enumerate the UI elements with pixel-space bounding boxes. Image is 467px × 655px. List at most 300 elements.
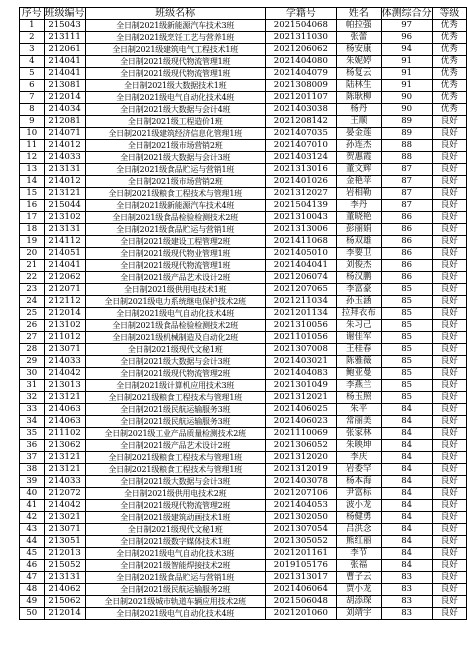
table-row — [20, 176, 467, 188]
score-cell: 86 — [381, 212, 432, 224]
index-cell: 31 — [20, 380, 45, 392]
index-cell: 1 — [20, 20, 45, 32]
name-cell: 李庆 — [336, 452, 381, 464]
student-id-cell: 2021406064 — [265, 584, 336, 596]
table-row — [20, 500, 467, 512]
grade-cell: 良好 — [432, 488, 466, 500]
grade-cell: 良好 — [432, 296, 466, 308]
index-cell: 21 — [20, 260, 45, 272]
name-cell: 尹富标 — [336, 488, 381, 500]
index-cell: 5 — [20, 68, 45, 80]
index-cell: 14 — [20, 176, 45, 188]
grade-cell: 优秀 — [432, 104, 466, 116]
grade-cell: 良好 — [432, 308, 466, 320]
student-id-cell: 2021308009 — [265, 80, 336, 92]
grade-cell: 良好 — [432, 512, 466, 524]
index-cell: 27 — [20, 332, 45, 344]
student-id-cell: 2021313017 — [265, 572, 336, 584]
name-cell: 李要卫 — [336, 248, 381, 260]
grade-cell: 良好 — [432, 236, 466, 248]
grade-cell: 良好 — [432, 260, 466, 272]
class-code-cell: 214012 — [44, 176, 85, 188]
name-cell: 王桂春 — [336, 344, 381, 356]
score-cell: 83 — [381, 596, 432, 608]
name-cell: 杨复云 — [336, 68, 381, 80]
header-class-code: 班级编号 — [44, 8, 85, 19]
table-row — [20, 404, 467, 416]
class-code-cell: 212014 — [44, 308, 85, 320]
name-cell: 彭丽娟 — [336, 224, 381, 236]
score-cell: 85 — [381, 392, 432, 404]
table-row — [20, 524, 467, 536]
name-cell: 孙玉涵 — [336, 296, 381, 308]
score-cell: 86 — [381, 272, 432, 284]
index-cell: 17 — [20, 212, 45, 224]
grade-cell: 优秀 — [432, 68, 466, 80]
index-cell: 4 — [20, 56, 45, 68]
index-cell: 25 — [20, 308, 45, 320]
table-row — [20, 140, 467, 152]
name-cell: 朱映坤 — [336, 440, 381, 452]
student-id-cell: 2021312020 — [265, 452, 336, 464]
grade-cell: 良好 — [432, 548, 466, 560]
student-id-cell: 2021201107 — [265, 92, 336, 104]
table-row — [20, 584, 467, 596]
student-id-cell: 2021207065 — [265, 284, 336, 296]
student-id-cell: 2021312027 — [265, 188, 336, 200]
class-name-cell: 全日制2021级电气自动化技术4班 — [85, 608, 265, 620]
class-name-cell: 全日制2021级电气自动化技术3班 — [85, 548, 265, 560]
grade-cell: 良好 — [432, 284, 466, 296]
class-code-cell: 212013 — [44, 548, 85, 560]
header-name: 姓名 — [336, 8, 381, 20]
class-name-cell: 全日制2021级市场营销2班 — [85, 140, 265, 152]
grade-cell: 良好 — [432, 596, 466, 608]
index-cell: 19 — [20, 236, 45, 248]
index-cell: 38 — [20, 464, 45, 476]
class-code-cell: 214062 — [44, 584, 85, 596]
grade-cell: 良好 — [432, 188, 466, 200]
class-code-cell: 214042 — [44, 368, 85, 380]
class-name-cell: 全日制2021级产品艺术设计2班 — [85, 440, 265, 452]
student-id-cell: 2021504139 — [265, 200, 336, 212]
name-cell: 李富豪 — [336, 284, 381, 296]
student-id-cell: 2021411068 — [265, 236, 336, 248]
table-row — [20, 440, 467, 452]
grade-cell: 良好 — [432, 500, 466, 512]
score-cell: 84 — [381, 560, 432, 572]
score-cell: 88 — [381, 140, 432, 152]
header-row — [20, 8, 467, 20]
index-cell: 46 — [20, 560, 45, 572]
score-cell: 88 — [381, 152, 432, 164]
class-name-cell: 全日制2021级食品贮运与营销1班 — [85, 164, 265, 176]
name-cell: 拉拜衣布 — [336, 308, 381, 320]
table-row — [20, 128, 467, 140]
grade-cell: 良好 — [432, 368, 466, 380]
class-name-cell: 全日制2021级食品检验检测技术2班 — [85, 212, 265, 224]
header-grade: 等级 — [432, 8, 466, 20]
student-id-cell: 2021404080 — [265, 56, 336, 68]
grade-cell: 良好 — [432, 212, 466, 224]
class-code-cell: 213131 — [44, 572, 85, 584]
score-cell: 96 — [381, 32, 432, 44]
index-cell: 49 — [20, 596, 45, 608]
score-cell: 84 — [381, 452, 432, 464]
index-cell: 41 — [20, 500, 45, 512]
table-row — [20, 392, 467, 404]
score-cell: 85 — [381, 344, 432, 356]
class-name-cell: 全日制2021级民航运输服务2班 — [85, 584, 265, 596]
name-cell: 刘俊杰 — [336, 260, 381, 272]
score-cell: 86 — [381, 224, 432, 236]
grade-cell: 良好 — [432, 320, 466, 332]
class-name-cell: 全日制2021级数字媒体技术1班 — [85, 536, 265, 548]
table-row — [20, 596, 467, 608]
student-id-cell: 2021101056 — [265, 332, 336, 344]
student-id-cell: 2021404053 — [265, 500, 336, 512]
class-code-cell: 212062 — [44, 272, 85, 284]
score-cell: 83 — [381, 572, 432, 584]
student-id-cell: 2021207106 — [265, 488, 336, 500]
table-row — [20, 80, 467, 92]
table-row — [20, 320, 467, 332]
class-code-cell: 213121 — [44, 188, 85, 200]
grade-cell: 良好 — [432, 176, 466, 188]
class-code-cell: 213013 — [44, 380, 85, 392]
score-cell: 97 — [381, 20, 432, 32]
index-cell: 32 — [20, 392, 45, 404]
class-name-cell: 全日制2021级计算机应用技术3班 — [85, 380, 265, 392]
table-row — [20, 308, 467, 320]
grade-cell: 优秀 — [432, 20, 466, 32]
index-cell: 45 — [20, 548, 45, 560]
class-code-cell: 214041 — [44, 56, 85, 68]
index-cell: 18 — [20, 224, 45, 236]
index-cell: 44 — [20, 536, 45, 548]
score-cell: 86 — [381, 248, 432, 260]
class-name-cell: 全日制2021级新能源汽车技术4班 — [85, 200, 265, 212]
grade-cell: 良好 — [432, 440, 466, 452]
name-cell: 杨丹 — [336, 104, 381, 116]
grade-cell: 良好 — [432, 452, 466, 464]
student-id-cell: 2021504068 — [265, 20, 336, 32]
grade-cell: 优秀 — [432, 80, 466, 92]
class-code-cell: 212081 — [44, 116, 85, 128]
index-cell: 35 — [20, 428, 45, 440]
index-cell: 23 — [20, 284, 45, 296]
student-id-cell: 2021312021 — [265, 392, 336, 404]
index-cell: 26 — [20, 320, 45, 332]
table-row — [20, 44, 467, 56]
index-cell: 10 — [20, 128, 45, 140]
table-row — [20, 464, 467, 476]
index-cell: 9 — [20, 116, 45, 128]
name-cell: 贾小龙 — [336, 584, 381, 596]
grade-cell: 良好 — [432, 356, 466, 368]
grade-cell: 良好 — [432, 128, 466, 140]
name-cell: 刘靖宇 — [336, 608, 381, 620]
index-cell: 36 — [20, 440, 45, 452]
grade-cell: 良好 — [432, 572, 466, 584]
index-cell: 30 — [20, 368, 45, 380]
class-name-cell: 全日制2021级食品检验检测技术2班 — [85, 320, 265, 332]
table-row — [20, 416, 467, 428]
class-code-cell: 213121 — [44, 392, 85, 404]
table-row — [20, 332, 467, 344]
index-cell: 13 — [20, 164, 45, 176]
index-cell: 33 — [20, 404, 45, 416]
student-id-cell: 2021407035 — [265, 128, 336, 140]
index-cell: 24 — [20, 296, 45, 308]
class-name-cell: 全日制2021级现代物业管理1班 — [85, 248, 265, 260]
student-id-cell: 2021201161 — [265, 548, 336, 560]
name-cell: 谢佳军 — [336, 332, 381, 344]
table-row — [20, 212, 467, 224]
score-table — [19, 7, 467, 620]
score-cell: 85 — [381, 380, 432, 392]
grade-cell: 良好 — [432, 608, 466, 620]
student-id-cell: 2021211034 — [265, 296, 336, 308]
student-id-cell: 2021206074 — [265, 272, 336, 284]
class-name-cell: 全日制2021级现代文秘1班 — [85, 524, 265, 536]
student-id-cell: 2019105176 — [265, 560, 336, 572]
name-cell: 鲍亚曼 — [336, 368, 381, 380]
table-row — [20, 608, 467, 620]
student-id-cell: 2021403038 — [265, 104, 336, 116]
name-cell: 常丽美 — [336, 416, 381, 428]
score-cell: 84 — [381, 440, 432, 452]
grade-cell: 良好 — [432, 380, 466, 392]
student-id-cell: 2021307008 — [265, 344, 336, 356]
class-name-cell: 全日制2021级建筑电气工程技术1班 — [85, 44, 265, 56]
class-name-cell: 全日制2021级大数据与会计4班 — [85, 104, 265, 116]
class-code-cell: 212061 — [44, 44, 85, 56]
class-name-cell: 全日制2021级大数据技术1班 — [85, 80, 265, 92]
name-cell: 孙连杰 — [336, 140, 381, 152]
grade-cell: 良好 — [432, 584, 466, 596]
score-cell: 84 — [381, 464, 432, 476]
table-row — [20, 548, 467, 560]
table-row — [20, 356, 467, 368]
grade-cell: 良好 — [432, 248, 466, 260]
score-cell: 91 — [381, 68, 432, 80]
class-code-cell: 212112 — [44, 296, 85, 308]
class-code-cell: 214063 — [44, 404, 85, 416]
header-class-name: 班级名称 — [85, 8, 265, 20]
class-name-cell: 全日制2021级现代物流管理1班 — [85, 68, 265, 80]
table-row — [20, 380, 467, 392]
grade-cell: 良好 — [432, 152, 466, 164]
class-name-cell: 全日制2021级电气自动化技术4班 — [85, 92, 265, 104]
grade-cell: 良好 — [432, 200, 466, 212]
student-id-cell: 2021407010 — [265, 140, 336, 152]
name-cell: 杨双雄 — [336, 236, 381, 248]
class-name-cell: 全日制2021级新能源汽车技术3班 — [85, 20, 265, 32]
student-id-cell: 2021201060 — [265, 608, 336, 620]
grade-cell: 良好 — [432, 560, 466, 572]
class-name-cell: 全日制2021级粮食工程技术与管理1班 — [85, 452, 265, 464]
class-name-cell: 全日制2021级食品贮运与营销1班 — [85, 224, 265, 236]
class-code-cell: 212014 — [44, 608, 85, 620]
class-name-cell: 全日制2021级现代文秘1班 — [85, 344, 265, 356]
class-code-cell: 213051 — [44, 536, 85, 548]
student-id-cell: 2021110069 — [265, 428, 336, 440]
student-id-cell: 2021403078 — [265, 476, 336, 488]
class-code-cell: 215044 — [44, 200, 85, 212]
table-row — [20, 452, 467, 464]
student-id-cell: 2021406023 — [265, 416, 336, 428]
student-id-cell: 2021404041 — [265, 260, 336, 272]
table-row — [20, 236, 467, 248]
name-cell: 朱妮婷 — [336, 56, 381, 68]
score-cell: 85 — [381, 320, 432, 332]
score-cell: 85 — [381, 332, 432, 344]
score-cell: 85 — [381, 308, 432, 320]
class-name-cell: 全日制2021级工程造价1班 — [85, 116, 265, 128]
grade-cell: 良好 — [432, 272, 466, 284]
name-cell: 金艳苹 — [336, 176, 381, 188]
class-name-cell: 全日制2021级建筑经济信息化管理1班 — [85, 128, 265, 140]
score-cell: 85 — [381, 296, 432, 308]
class-code-cell: 214112 — [44, 236, 85, 248]
score-cell: 86 — [381, 260, 432, 272]
name-cell: 李节 — [336, 548, 381, 560]
class-name-cell: 全日制2021级智能焊接技术2班 — [85, 560, 265, 572]
header-student-id: 学籍号 — [265, 8, 336, 20]
table-row — [20, 272, 467, 284]
class-code-cell: 212072 — [44, 488, 85, 500]
class-code-cell: 213111 — [44, 32, 85, 44]
class-code-cell: 213062 — [44, 440, 85, 452]
name-cell: 岩相勒 — [336, 188, 381, 200]
class-code-cell: 213131 — [44, 224, 85, 236]
class-code-cell: 214033 — [44, 356, 85, 368]
index-cell: 11 — [20, 140, 45, 152]
student-id-cell: 2021306052 — [265, 440, 336, 452]
class-name-cell: 全日制2021级城市轨道车辆应用技术2班 — [85, 596, 265, 608]
index-cell: 29 — [20, 356, 45, 368]
class-code-cell: 213102 — [44, 212, 85, 224]
score-cell: 90 — [381, 92, 432, 104]
class-code-cell: 214063 — [44, 416, 85, 428]
student-id-cell: 2021305052 — [265, 536, 336, 548]
table-row — [20, 152, 467, 164]
class-name-cell: 全日制2021级食品贮运与营销1班 — [85, 572, 265, 584]
score-cell: 84 — [381, 404, 432, 416]
class-code-cell: 214041 — [44, 68, 85, 80]
student-id-cell: 2021206062 — [265, 44, 336, 56]
student-id-cell: 2021310043 — [265, 212, 336, 224]
class-code-cell: 211102 — [44, 428, 85, 440]
score-cell: 85 — [381, 356, 432, 368]
table-row — [20, 224, 467, 236]
class-code-cell: 215043 — [44, 20, 85, 32]
class-name-cell: 全日制2021级粮食工程技术与管理1班 — [85, 188, 265, 200]
table-row — [20, 572, 467, 584]
class-name-cell: 全日制2021级大数据与会计3班 — [85, 356, 265, 368]
score-cell: 83 — [381, 584, 432, 596]
student-id-cell: 2021310056 — [265, 320, 336, 332]
class-name-cell: 全日制2021级民航运输服务3班 — [85, 416, 265, 428]
index-cell: 47 — [20, 572, 45, 584]
class-name-cell: 全日制2021级机械制造及自动化2班 — [85, 332, 265, 344]
name-cell: 朱习己 — [336, 320, 381, 332]
name-cell: 张福 — [336, 560, 381, 572]
class-name-cell: 全日制2021级供用电技术1班 — [85, 284, 265, 296]
student-id-cell: 2021313016 — [265, 164, 336, 176]
score-cell: 90 — [381, 104, 432, 116]
student-id-cell: 2021311030 — [265, 32, 336, 44]
table-row — [20, 104, 467, 116]
grade-cell: 良好 — [432, 332, 466, 344]
student-id-cell: 2021403021 — [265, 356, 336, 368]
name-cell: 曹子云 — [336, 572, 381, 584]
name-cell: 朱平 — [336, 404, 381, 416]
index-cell: 12 — [20, 152, 45, 164]
class-name-cell: 全日制2021级建筑动画技术1班 — [85, 512, 265, 524]
grade-cell: 良好 — [432, 476, 466, 488]
student-id-cell: 2021201134 — [265, 308, 336, 320]
class-name-cell: 全日制2021级供用电技术2班 — [85, 488, 265, 500]
class-code-cell: 214041 — [44, 260, 85, 272]
student-id-cell: 2021506048 — [265, 596, 336, 608]
index-cell: 28 — [20, 344, 45, 356]
index-cell: 15 — [20, 188, 45, 200]
name-cell: 李丹 — [336, 200, 381, 212]
class-code-cell: 213021 — [44, 512, 85, 524]
student-id-cell: 2021403124 — [265, 152, 336, 164]
table-row — [20, 32, 467, 44]
class-code-cell: 213121 — [44, 452, 85, 464]
score-cell: 84 — [381, 524, 432, 536]
grade-cell: 良好 — [432, 116, 466, 128]
class-name-cell: 全日制2021级现代物流管理2班 — [85, 500, 265, 512]
header-score: 体测综合分 — [381, 8, 432, 19]
grade-cell: 良好 — [432, 536, 466, 548]
name-cell: 杨安康 — [336, 44, 381, 56]
table-row — [20, 368, 467, 380]
class-name-cell: 全日制2021级粮食工程技术与管理1班 — [85, 464, 265, 476]
table-row — [20, 344, 467, 356]
index-cell: 8 — [20, 104, 45, 116]
index-cell: 42 — [20, 512, 45, 524]
class-code-cell: 214012 — [44, 140, 85, 152]
table-row — [20, 116, 467, 128]
grade-cell: 良好 — [432, 428, 466, 440]
score-cell: 84 — [381, 416, 432, 428]
grade-cell: 良好 — [432, 224, 466, 236]
class-name-cell: 全日制2021级民航运输服务3班 — [85, 404, 265, 416]
table-row — [20, 68, 467, 80]
student-id-cell: 2021401026 — [265, 176, 336, 188]
class-name-cell: 全日制2021级现代物流管理2班 — [85, 368, 265, 380]
score-cell: 87 — [381, 176, 432, 188]
student-id-cell: 2021302050 — [265, 512, 336, 524]
name-cell: 帕拉强 — [336, 20, 381, 32]
class-name-cell: 全日制2021级工业产品质量检测技术2班 — [85, 428, 265, 440]
table-row — [20, 296, 467, 308]
name-cell: 吕洪念 — [336, 524, 381, 536]
class-code-cell: 215062 — [44, 596, 85, 608]
table-row — [20, 20, 467, 32]
grade-cell: 良好 — [432, 464, 466, 476]
grade-cell: 优秀 — [432, 44, 466, 56]
student-id-cell: 2021312019 — [265, 464, 336, 476]
name-cell: 胡添琛 — [336, 596, 381, 608]
grade-cell: 优秀 — [432, 56, 466, 68]
class-code-cell: 212071 — [44, 284, 85, 296]
